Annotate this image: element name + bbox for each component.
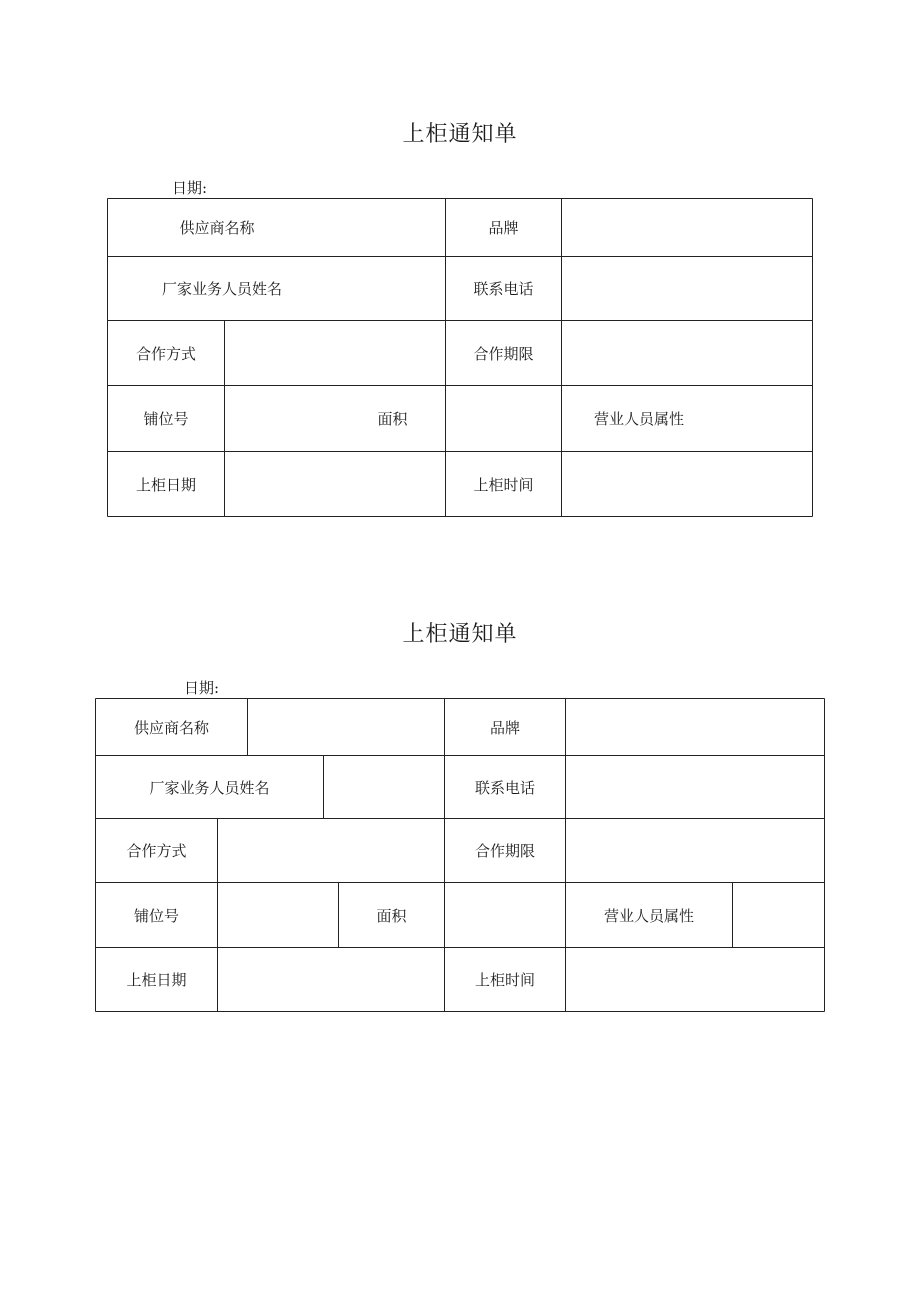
form-1-date-label: 日期:: [172, 179, 208, 197]
form-2-factory-staff-value[interactable]: [324, 756, 444, 818]
form-1-brand-label: 品牌: [488, 219, 519, 237]
form-2-contact-phone-label: 联系电话: [474, 778, 535, 797]
form-2-listing-date-label: 上柜日期: [126, 971, 187, 989]
form-1-booth-number-label: 铺位号: [143, 410, 189, 428]
form-1-cooperation-period-label: 合作期限: [473, 344, 534, 363]
form-2-cooperation-period-value[interactable]: [566, 819, 824, 882]
form-2-sales-staff-attribute-label: 营业人员属性: [603, 906, 694, 925]
form-2-brand-label: 品牌: [489, 718, 520, 737]
form-2-date-label: 日期:: [184, 679, 220, 697]
form-1-factory-staff-label: 厂家业务人员姓名: [161, 280, 282, 298]
form-2-factory-staff-label: 厂家业务人员姓名: [149, 778, 270, 797]
form-1-cooperation-mode-label: 合作方式: [135, 344, 196, 363]
form-2-listing-date-value[interactable]: [218, 948, 444, 1011]
form-2-area-value[interactable]: [445, 883, 565, 947]
form-1-contact-phone-label: 联系电话: [473, 280, 534, 298]
form-2-supplier-name-label: 供应商名称: [133, 718, 209, 737]
form-2-cooperation-period-label: 合作期限: [474, 842, 535, 860]
form-2-booth-number-label: 铺位号: [133, 906, 179, 925]
form-2-booth-number-value[interactable]: [218, 883, 338, 947]
form-1-title: 上柜通知单: [402, 122, 518, 147]
form-2-cooperation-mode-label: 合作方式: [126, 842, 187, 860]
form-2-area-label: 面积: [376, 906, 407, 925]
form-1-area-label: 面积: [377, 410, 408, 428]
form-2-title: 上柜通知单: [402, 622, 518, 647]
form-2-contact-phone-value[interactable]: [566, 756, 824, 818]
form-2-listing-time-value[interactable]: [566, 948, 824, 1011]
form-1-listing-time-label: 上柜时间: [473, 475, 534, 494]
form-2-cooperation-mode-value[interactable]: [218, 819, 444, 882]
form-2-sales-staff-attribute-value[interactable]: [733, 883, 824, 947]
form-1-listing-date-label: 上柜日期: [135, 475, 196, 494]
form-1-sales-staff-attribute-label: 营业人员属性: [593, 410, 684, 428]
form-2-supplier-name-value[interactable]: [248, 699, 444, 755]
form-2-brand-value[interactable]: [566, 699, 824, 755]
form-1-supplier-name-label: 供应商名称: [179, 219, 255, 237]
form-2-listing-time-label: 上柜时间: [474, 971, 535, 989]
